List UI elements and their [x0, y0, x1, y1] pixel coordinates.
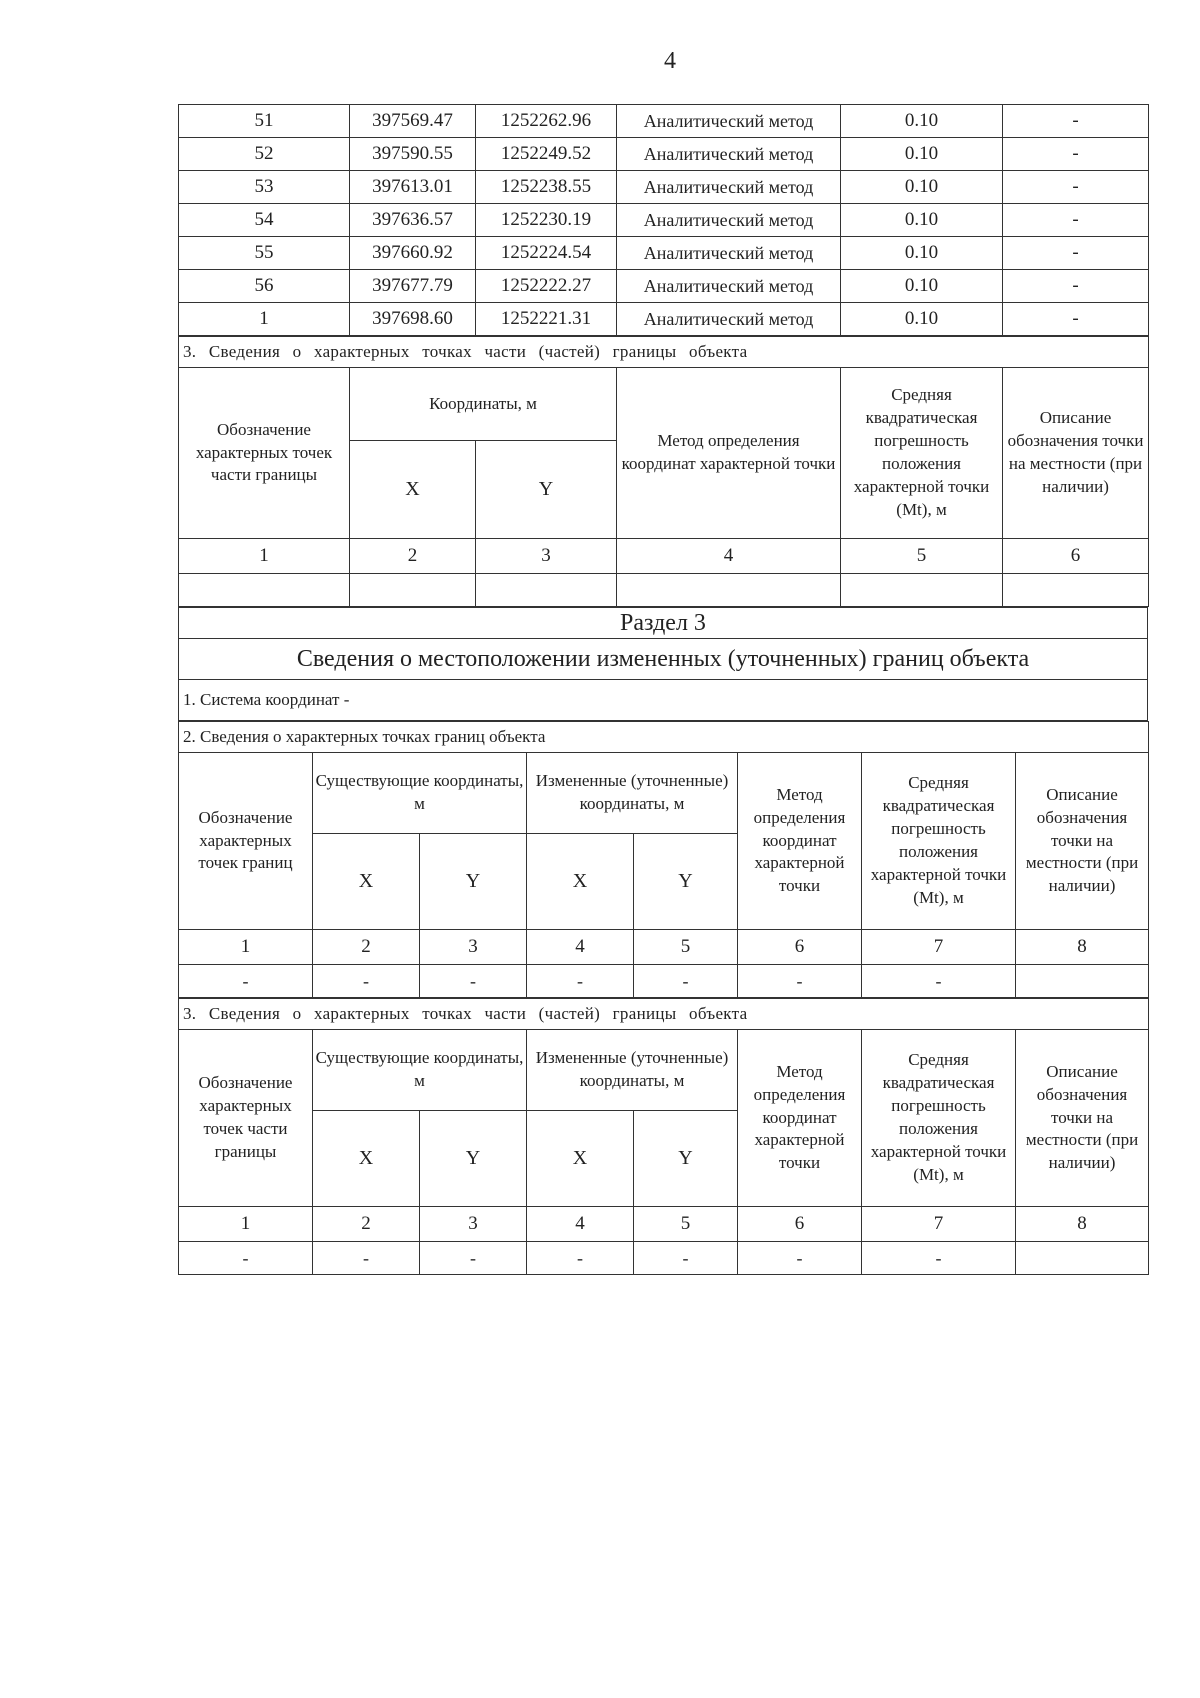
- method: Аналитический метод: [617, 237, 841, 270]
- coord-x: 397660.92: [350, 237, 476, 270]
- column-number: 3: [420, 930, 527, 965]
- header-mt: Средняя квадратическая погрешность положения характерной точки (Mt), м: [841, 368, 1003, 539]
- mt-value: 0.10: [841, 270, 1003, 303]
- column-number: 2: [313, 1207, 420, 1242]
- column-numbers-row: [179, 930, 1149, 965]
- cell: -: [527, 1242, 634, 1275]
- description: -: [1003, 303, 1149, 336]
- caption-row: [179, 999, 1149, 1030]
- header-point: Обозначение характерных точек части границы: [179, 1030, 313, 1207]
- column-number: 5: [634, 930, 738, 965]
- header-mt: Средняя квадратическая погрешность положения характерной точки (Mt), м: [862, 753, 1016, 930]
- header-coords: Координаты, м: [350, 368, 617, 441]
- coord-x: 397677.79: [350, 270, 476, 303]
- description: -: [1003, 270, 1149, 303]
- column-number: 6: [738, 1207, 862, 1242]
- header-row: [179, 753, 1149, 834]
- column-number: 7: [862, 930, 1016, 965]
- coord-y: 1252262.96: [476, 105, 617, 138]
- header-changed-coords: Измененные (уточненные) координаты, м: [527, 753, 738, 834]
- method: Аналитический метод: [617, 270, 841, 303]
- cell: -: [420, 1242, 527, 1275]
- description: -: [1003, 138, 1149, 171]
- description: -: [1003, 204, 1149, 237]
- column-numbers-row: [179, 1207, 1149, 1242]
- table-row: [179, 1242, 1149, 1275]
- column-number: 3: [420, 1207, 527, 1242]
- mt-value: 0.10: [841, 237, 1003, 270]
- cell: [1016, 1242, 1149, 1275]
- header-point: Обозначение характерных точек части границы: [179, 368, 350, 539]
- cell: -: [179, 1242, 313, 1275]
- cell: -: [738, 1242, 862, 1275]
- header-description: Описание обозначения точки на местности (при наличии): [1016, 1030, 1149, 1207]
- section-subtitle: Сведения о местоположении измененных (уточненных) границ объекта: [179, 639, 1148, 680]
- cell: -: [420, 965, 527, 998]
- cell: -: [634, 965, 738, 998]
- caption-row: [179, 722, 1149, 753]
- point-id: 1: [179, 303, 350, 336]
- point-id: 55: [179, 237, 350, 270]
- table-row: [179, 204, 1149, 237]
- point-id: 51: [179, 105, 350, 138]
- header-method: Метод определения координат характерной точки: [738, 1030, 862, 1207]
- coord-y: 1252221.31: [476, 303, 617, 336]
- section-3-header: [178, 607, 1148, 721]
- cell: -: [862, 965, 1016, 998]
- description: -: [1003, 237, 1149, 270]
- mt-value: 0.10: [841, 204, 1003, 237]
- cell: -: [527, 965, 634, 998]
- column-number: 5: [634, 1207, 738, 1242]
- description: -: [1003, 105, 1149, 138]
- header-existing-coords: Существующие координаты, м: [313, 753, 527, 834]
- header-row: [179, 368, 1149, 441]
- table-row: [179, 270, 1149, 303]
- table-row: [179, 138, 1149, 171]
- column-number: 8: [1016, 1207, 1149, 1242]
- point-id: 52: [179, 138, 350, 171]
- mt-value: 0.10: [841, 303, 1003, 336]
- description: -: [1003, 171, 1149, 204]
- points-table: [178, 104, 1149, 336]
- header-method: Метод определения координат характерной точки: [738, 753, 862, 930]
- coord-y: 1252222.27: [476, 270, 617, 303]
- page-number: 4: [664, 48, 676, 74]
- table-caption: 2. Сведения о характерных точках границ объекта: [179, 722, 1149, 753]
- header-y: Y: [634, 1111, 738, 1207]
- header-description: Описание обозначения точки на местности (при наличии): [1016, 753, 1149, 930]
- coord-x: 397590.55: [350, 138, 476, 171]
- column-number: 2: [350, 539, 476, 574]
- column-number: 1: [179, 1207, 313, 1242]
- column-number: 5: [841, 539, 1003, 574]
- table-row: [179, 303, 1149, 336]
- coord-y: 1252230.19: [476, 204, 617, 237]
- column-number: 1: [179, 539, 350, 574]
- cell: -: [634, 1242, 738, 1275]
- header-existing-coords: Существующие координаты, м: [313, 1030, 527, 1111]
- boundary-points-table: [178, 721, 1149, 998]
- header-x: X: [527, 1111, 634, 1207]
- table-row: [179, 965, 1149, 998]
- header-x: X: [350, 441, 476, 539]
- header-y: Y: [420, 834, 527, 930]
- cell: [1016, 965, 1149, 998]
- cell: -: [862, 1242, 1016, 1275]
- coord-x: 397569.47: [350, 105, 476, 138]
- coord-x: 397698.60: [350, 303, 476, 336]
- method: Аналитический метод: [617, 204, 841, 237]
- part-points-table: [178, 336, 1149, 607]
- document-frame: [178, 104, 1148, 1275]
- column-number: 7: [862, 1207, 1016, 1242]
- method: Аналитический метод: [617, 105, 841, 138]
- column-number: 4: [527, 930, 634, 965]
- header-x: X: [313, 1111, 420, 1207]
- mt-value: 0.10: [841, 138, 1003, 171]
- cell: -: [313, 1242, 420, 1275]
- header-y: Y: [476, 441, 617, 539]
- coord-x: 397636.57: [350, 204, 476, 237]
- method: Аналитический метод: [617, 171, 841, 204]
- table-row: [179, 105, 1149, 138]
- cell: -: [738, 965, 862, 998]
- column-number: 4: [617, 539, 841, 574]
- header-point: Обозначение характерных точек границ: [179, 753, 313, 930]
- header-mt: Средняя квадратическая погрешность положения характерной точки (Mt), м: [862, 1030, 1016, 1207]
- header-row: [179, 1030, 1149, 1111]
- column-number: 2: [313, 930, 420, 965]
- column-number: 6: [1003, 539, 1149, 574]
- table-caption: 3. Сведения о характерных точках части (частей) границы объекта: [179, 999, 1149, 1030]
- header-method: Метод определения координат характерной точки: [617, 368, 841, 539]
- section-title: Раздел 3: [179, 608, 1148, 639]
- header-x: X: [313, 834, 420, 930]
- header-x: X: [527, 834, 634, 930]
- cell: -: [179, 965, 313, 998]
- table-row: [179, 171, 1149, 204]
- header-description: Описание обозначения точки на местности (при наличии): [1003, 368, 1149, 539]
- column-number: 4: [527, 1207, 634, 1242]
- coord-x: 397613.01: [350, 171, 476, 204]
- coordinate-system: 1. Система координат -: [179, 680, 1148, 721]
- header-y: Y: [634, 834, 738, 930]
- coord-y: 1252224.54: [476, 237, 617, 270]
- column-number: 1: [179, 930, 313, 965]
- changed-part-points-table: [178, 998, 1149, 1275]
- point-id: 56: [179, 270, 350, 303]
- method: Аналитический метод: [617, 138, 841, 171]
- header-y: Y: [420, 1111, 527, 1207]
- coord-y: 1252249.52: [476, 138, 617, 171]
- table-caption: 3. Сведения о характерных точках части (частей) границы объекта: [179, 337, 1149, 368]
- coord-y: 1252238.55: [476, 171, 617, 204]
- table-row: [179, 574, 1149, 607]
- header-changed-coords: Измененные (уточненные) координаты, м: [527, 1030, 738, 1111]
- caption-row: [179, 337, 1149, 368]
- mt-value: 0.10: [841, 171, 1003, 204]
- column-number: 6: [738, 930, 862, 965]
- mt-value: 0.10: [841, 105, 1003, 138]
- table-row: [179, 237, 1149, 270]
- method: Аналитический метод: [617, 303, 841, 336]
- column-number: 3: [476, 539, 617, 574]
- point-id: 54: [179, 204, 350, 237]
- column-number: 8: [1016, 930, 1149, 965]
- cell: -: [313, 965, 420, 998]
- point-id: 53: [179, 171, 350, 204]
- column-numbers-row: [179, 539, 1149, 574]
